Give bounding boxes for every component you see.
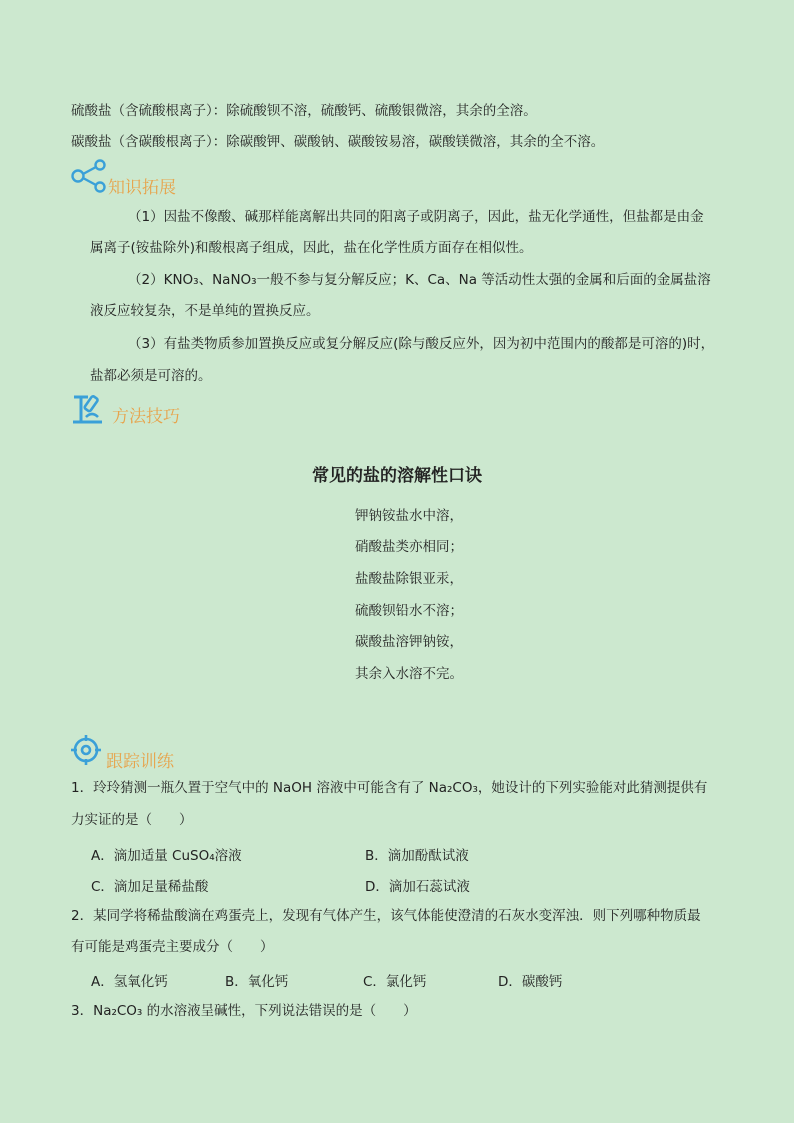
knowledge-p3-line2: 盐都必须是可溶的。 [90,368,212,384]
q2-option-b[interactable]: B．氧化钙 [225,974,289,990]
poem-line: 硫酸钡铅水不溶； [355,603,463,619]
question-3: 3．Na₂CO₃ 的水溶液呈碱性，下列说法错误的是（ ） [71,1003,417,1019]
q2-option-c[interactable]: C．氯化钙 [363,974,427,990]
poem-line: 钾钠铵盐水中溶， [355,508,463,524]
question-2-line1: 2．某同学将稀盐酸滴在鸡蛋壳上，发现有气体产生，该气体能使澄清的石灰水变浑浊．则下列哪种物质最 [71,908,701,924]
knowledge-p3-line1: （3）有盐类物质参加置换反应或复分解反应(除与酸反应外，因为初中范围内的酸都是可溶的)时， [128,336,715,352]
practice-title: 跟踪训练 [106,752,174,772]
q1-option-d[interactable]: D．滴加石蕊试液 [365,879,470,895]
poem-line: 碳酸盐溶钾钠铵， [355,634,463,650]
practice-header [70,731,174,772]
knowledge-p1-line1: （1）因盐不像酸、碱那样能离解出共同的阳离子或阴离子，因此，盐无化学通性，但盐都是由金 [128,209,704,225]
q1-option-a[interactable]: A．滴加适量 CuSO₄溶液 [91,848,242,864]
q2-option-d[interactable]: D．碳酸钙 [498,974,563,990]
poem-title: 常见的盐的溶解性口诀 [312,466,482,486]
knowledge-header [70,157,176,198]
question-1-line2: 力实证的是（ ） [71,812,193,828]
microscope-icon [70,391,106,431]
q1-option-b[interactable]: B．滴加酚酞试液 [365,848,469,864]
poem-line: 其余入水溶不完。 [355,666,463,682]
method-header [70,391,180,431]
q1-option-c[interactable]: C．滴加足量稀盐酸 [91,879,209,895]
knowledge-p2-line2: 液反应较复杂，不是单纯的置换反应。 [90,303,320,319]
knowledge-p2-line1: （2）KNO₃、NaNO₃一般不参与复分解反应；K、Ca、Na 等活动性太强的金属和后面的金属盐溶 [128,272,711,288]
target-icon [70,734,102,770]
question-2-line2: 有可能是鸡蛋壳主要成分（ ） [71,939,274,955]
knowledge-title: 知识拓展 [108,178,176,198]
carbonate-rule: 碳酸盐（含碳酸根离子）：除碳酸钾、碳酸钠、碳酸铵易溶，碳酸镁微溶，其余的全不溶。 [71,134,605,150]
share-network-icon [70,159,106,197]
knowledge-p1-line2: 属离子(铵盐除外)和酸根离子组成，因此，盐在化学性质方面存在相似性。 [90,240,533,256]
question-1-line1: 1．玲玲猜测一瓶久置于空气中的 NaOH 溶液中可能含有了 Na₂CO₃，她设计的下列实验能对此猜测提供有 [71,780,708,796]
method-title: 方法技巧 [112,406,180,427]
sulfate-rule: 硫酸盐（含硫酸根离子）：除硫酸钡不溶，硫酸钙、硫酸银微溶，其余的全溶。 [71,103,537,119]
poem-line: 盐酸盐除银亚汞， [355,571,463,587]
q2-option-a[interactable]: A．氢氧化钙 [91,974,168,990]
poem-line: 硝酸盐类亦相同； [355,539,463,555]
